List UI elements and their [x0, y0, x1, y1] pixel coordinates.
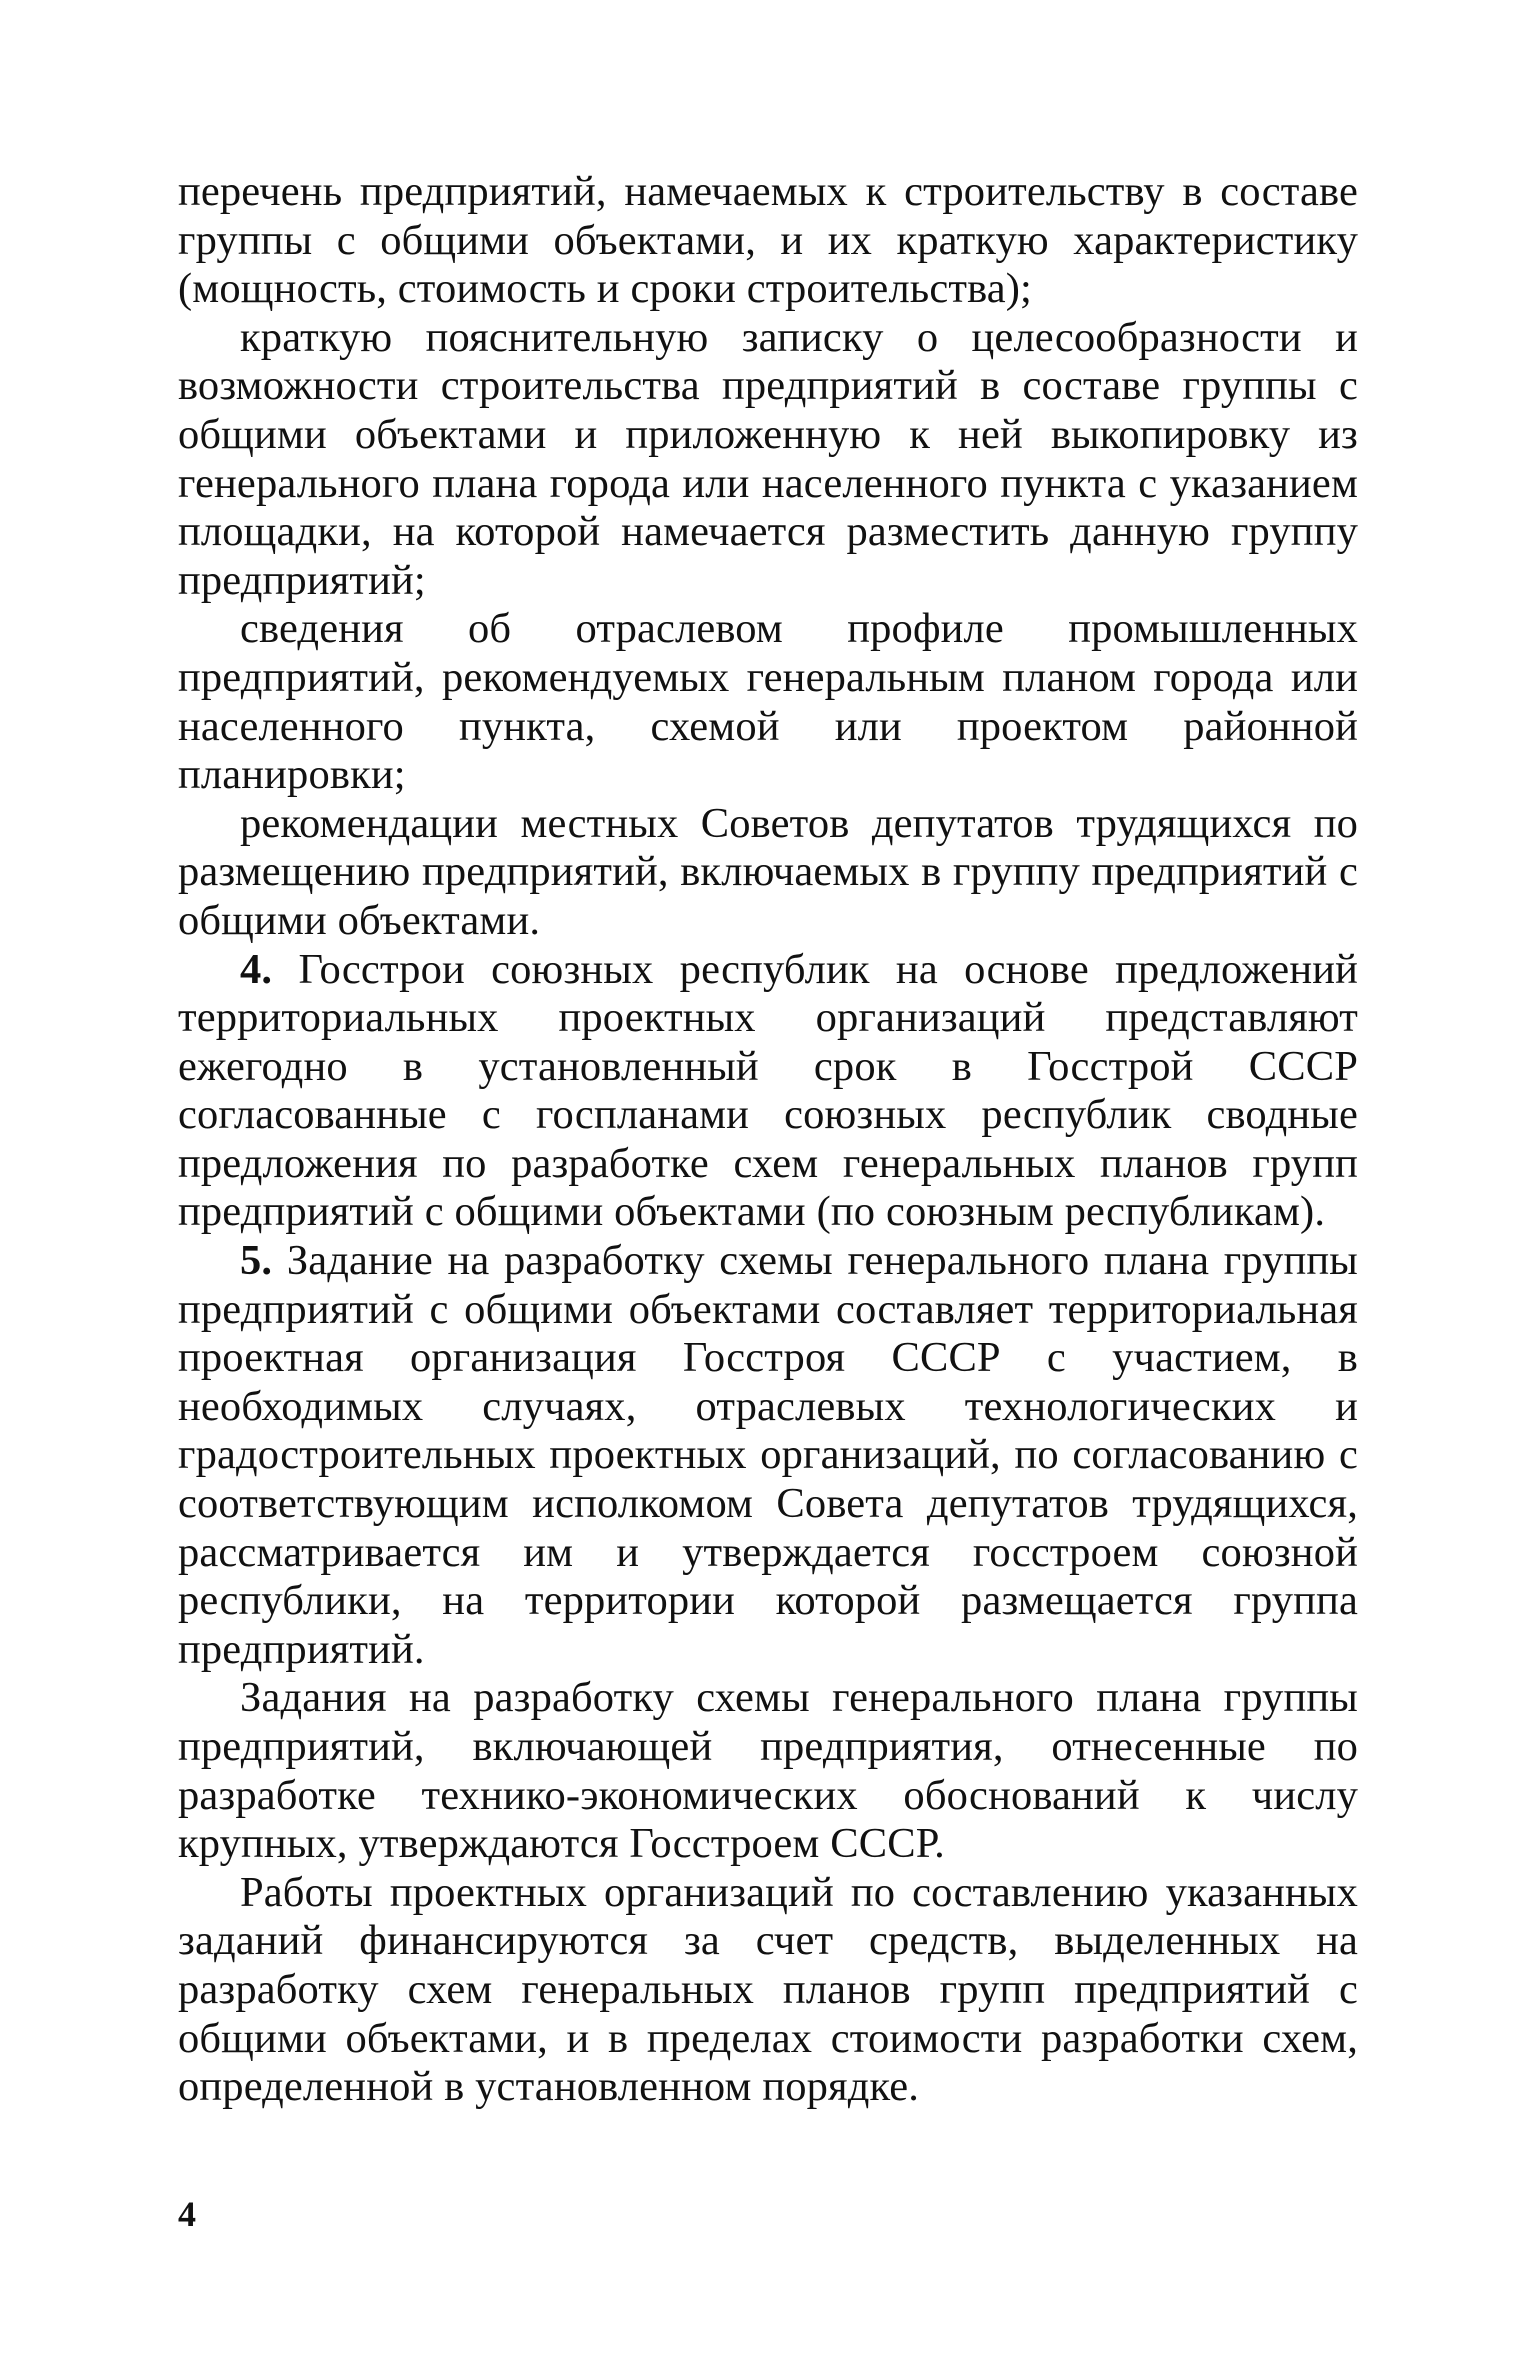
paragraph-list-item-4	[178, 800, 1358, 946]
paragraph-clause-5	[178, 1237, 1358, 1674]
page-number: 4	[178, 2194, 196, 2234]
paragraph-text: Госстрои союзных республик на основе предложений территориальных проектных организаций представляют ежегодно в установленный срок в Госстрой СССР согласованные с госпланами союзных республик сводные предложения по разработке схем генеральных планов групп предприятий с общими объектами (по союзным республикам).	[178, 945, 1358, 1236]
paragraph-text: рекомендации местных Советов депутатов трудящихся по размещению предприятий, включаемых в группу предприятий с общими объектами.	[178, 799, 1358, 944]
paragraph-clause-5-continuation-2	[178, 1869, 1358, 2112]
paragraph-text: перечень предприятий, намечаемых к строительству в составе группы с общими объектами, и их краткую характеристику (мощность, стоимость и сроки строительства);	[178, 168, 1358, 313]
paragraph-clause-4	[178, 946, 1358, 1238]
paragraph-text: краткую пояснительную записку о целесообразности и возможности строительства предприятий в составе группы с общими объектами и приложенную к ней выкопировку из генерального плана города или населенного пункта с указанием площадки, на которой намечается разместить данную группу предприятий;	[178, 313, 1358, 604]
document-body	[178, 168, 1358, 2112]
paragraph-list-item-1	[178, 168, 1358, 314]
paragraph-text: сведения об отраслевом профиле промышленных предприятий, рекомендуемых генеральным планом города или населенного пункта, схемой или проектом районной планировки;	[178, 605, 1358, 799]
paragraph-text: Задание на разработку схемы генерального плана группы предприятий с общими объектами составляет территориальная проектная организация Госстроя СССР с участием, в необходимых случаях, отраслевых технологических и градостроительных проектных организаций, по согласованию с соответствующим исполкомом Совета депутатов трудящихся, рассматривается им и утверждается госстроем союзной республики, на территории которой размещается группа предприятий.	[178, 1237, 1359, 1673]
paragraph-list-item-2	[178, 314, 1358, 606]
clause-number: 4.	[240, 945, 273, 993]
paragraph-text: Работы проектных организаций по составлению указанных заданий финансируются за счет средств, выделенных на разработку схем генеральных планов групп предприятий с общими объектами, и в пределах стоимости разработки схем, определенной в установленном порядке.	[178, 1868, 1358, 2111]
paragraph-text: Задания на разработку схемы генерального плана группы предприятий, включающей предприятия, отнесенные по разработке технико-экономических обоснований к числу крупных, утверждаются Госстроем СССР.	[178, 1674, 1358, 1868]
paragraph-list-item-3	[178, 605, 1358, 799]
clause-number: 5.	[240, 1237, 273, 1285]
paragraph-clause-5-continuation-1	[178, 1674, 1358, 1868]
